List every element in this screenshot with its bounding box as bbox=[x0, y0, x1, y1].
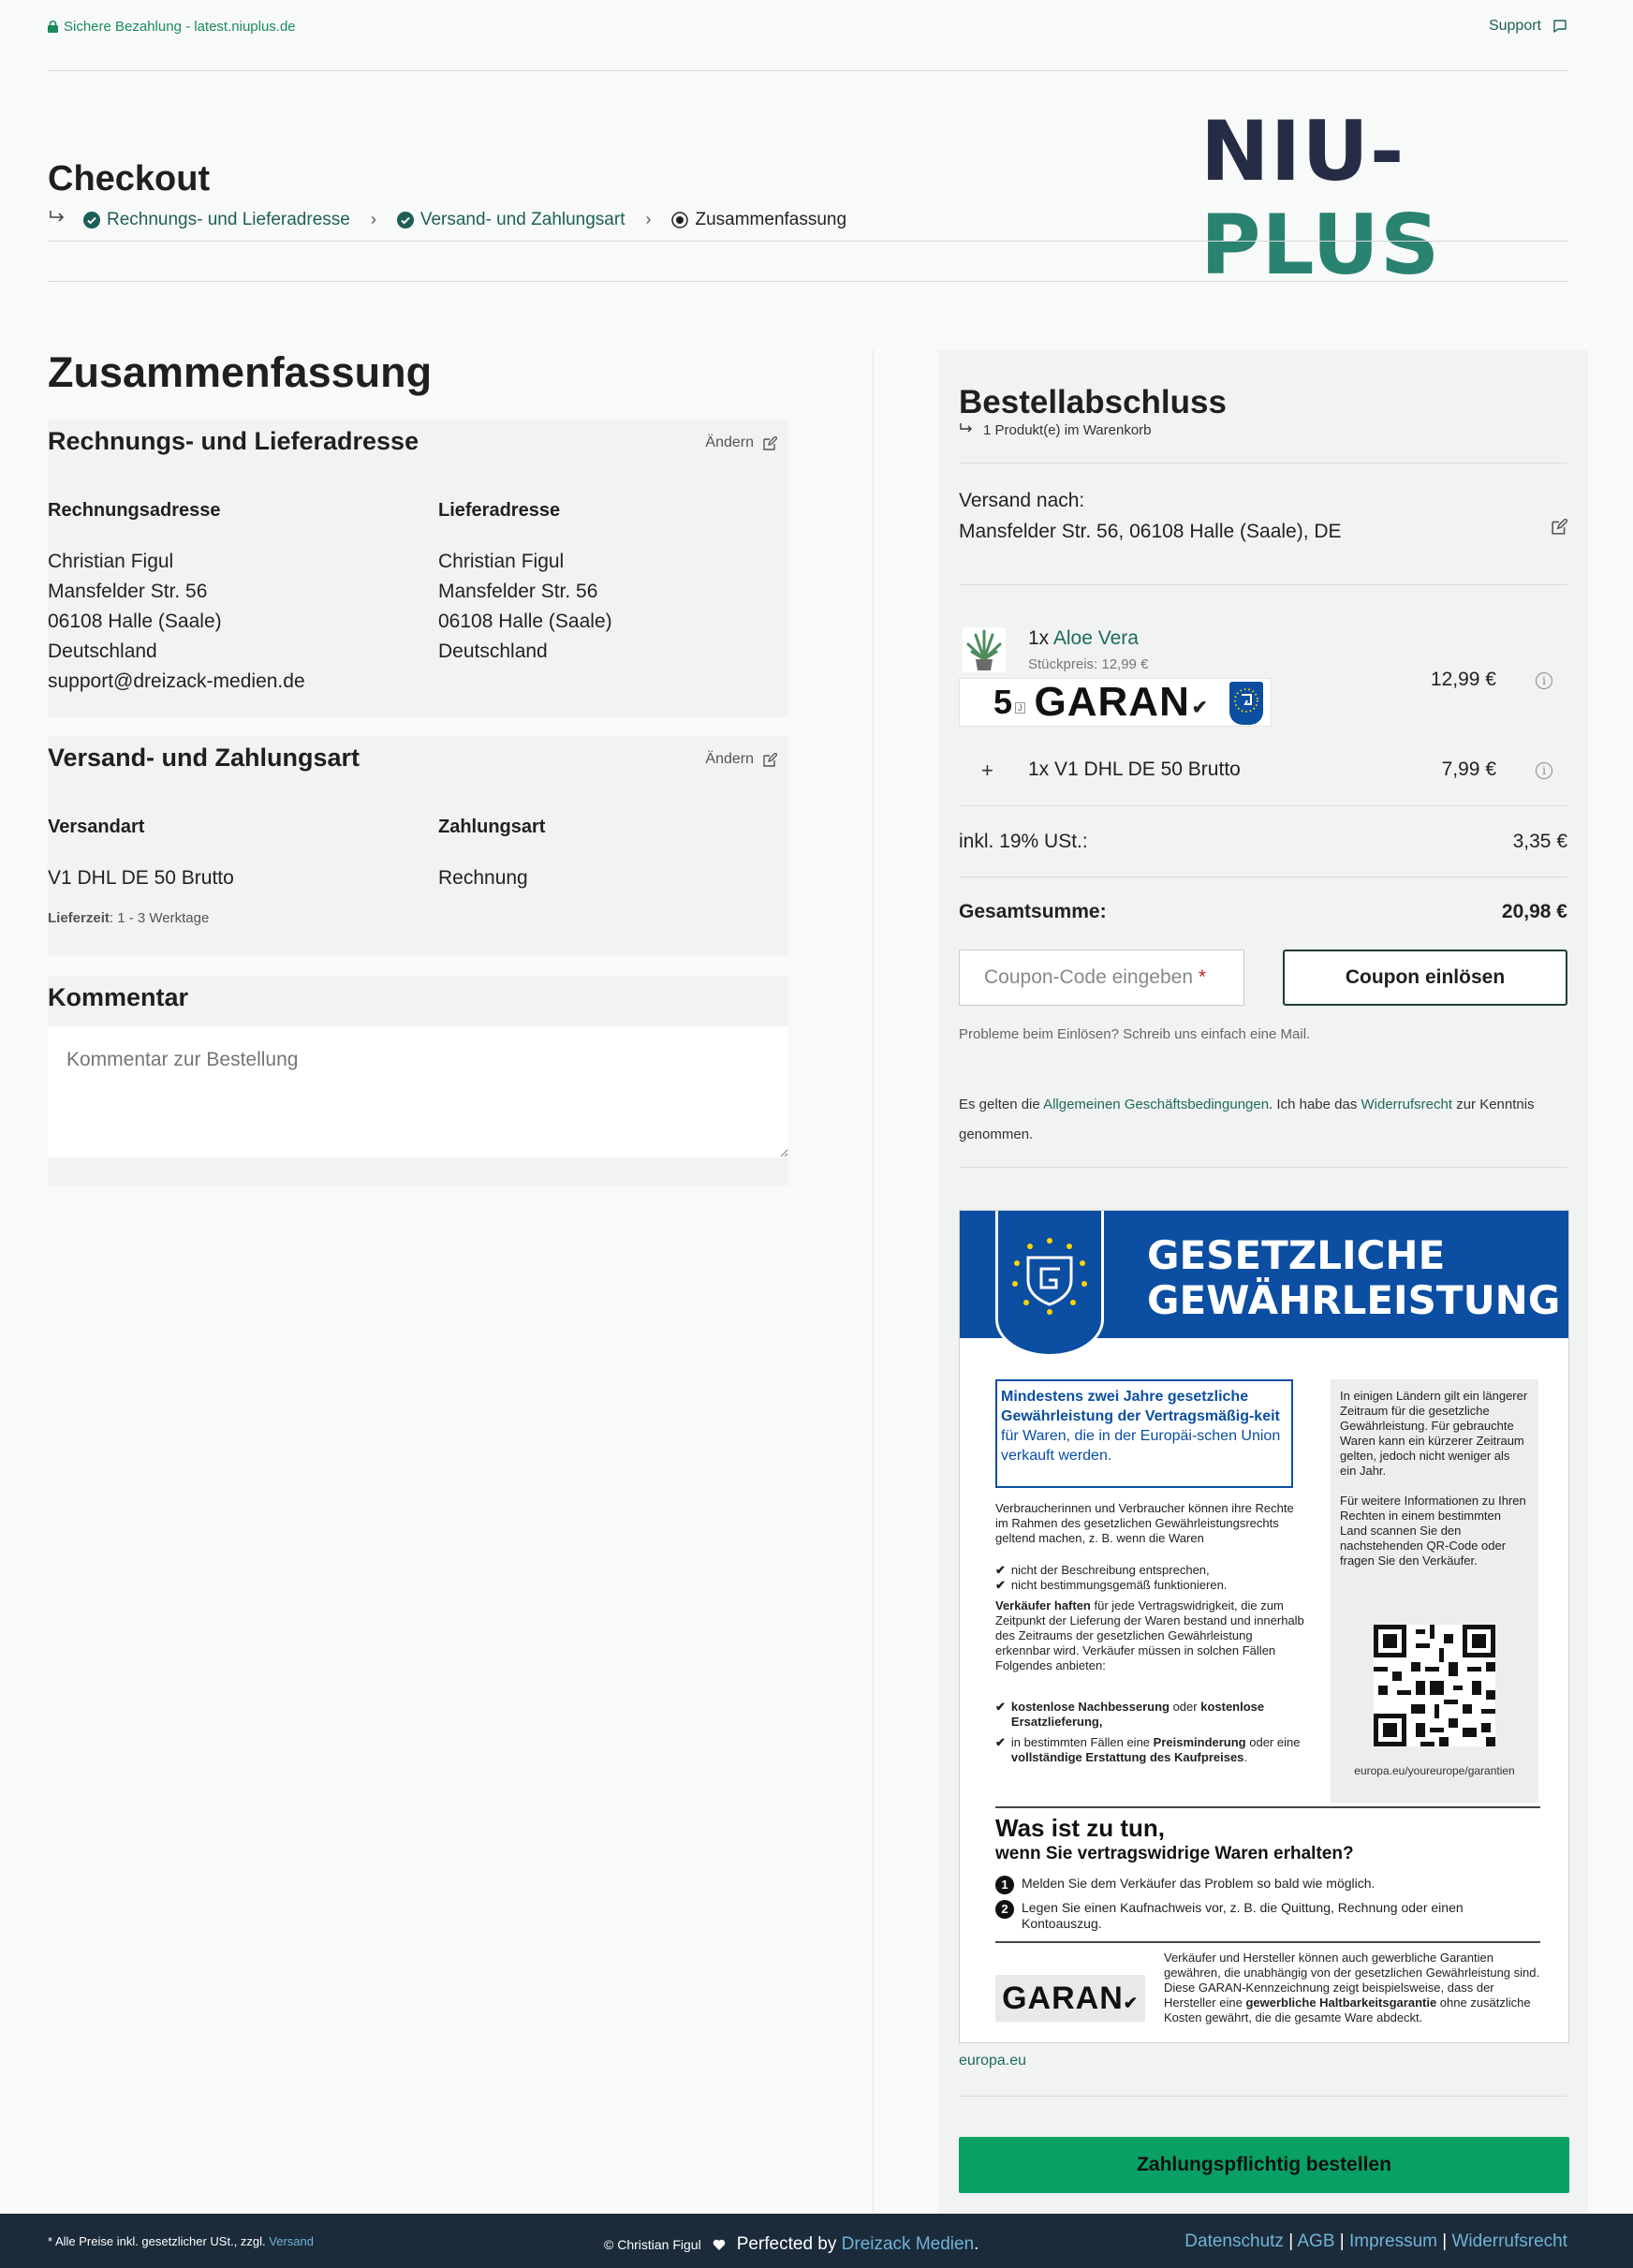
europa-link[interactable]: europa.eu bbox=[959, 2053, 1027, 2069]
check-icon: ✔ bbox=[995, 1563, 1006, 1577]
garan-text-pre: Verkäufer und Hersteller können auch gewerbliche Garantien gewähren, die unabhängig von der gesetzlichen Gewährleistung sind. Diese GARAN-Kennzeichnung zeigt beispielsweise, dass der Hersteller eine bbox=[1164, 1951, 1540, 2010]
poster-intro: Verbraucherinnen und Verbraucher können ihre Rechte im Rahmen des gesetzlichen Gewährleistungsrechts geltend machen, z. B. wenn die Waren bbox=[995, 1501, 1294, 1545]
copyright: © Christian Figul bbox=[604, 2237, 701, 2252]
coupon-input[interactable] bbox=[959, 950, 1244, 1006]
heart-icon bbox=[713, 2239, 726, 2251]
total-label: Gesamtsumme: bbox=[959, 901, 1107, 922]
divider bbox=[959, 805, 1567, 806]
check-icon: ✔ bbox=[1191, 697, 1208, 718]
divider bbox=[959, 463, 1567, 464]
link-separator: | bbox=[1283, 2231, 1298, 2251]
side-text-2: Für weitere Informationen zu Ihren Rechten in einem bestimmten Land scannen Sie den nachstehenden QR-Code oder fragen Sie den Verkäufer. bbox=[1340, 1494, 1526, 1568]
required-marker: * bbox=[1198, 966, 1207, 988]
order-title: Bestellabschluss bbox=[959, 384, 1227, 420]
ship-to-label: Versand nach: bbox=[959, 490, 1085, 511]
ship-to-address: Mansfelder Str. 56, 06108 Halle (Saale), DE bbox=[959, 521, 1342, 542]
step-shipping-payment[interactable] bbox=[397, 210, 625, 230]
vat-row bbox=[959, 831, 1567, 853]
edit-icon bbox=[763, 753, 777, 767]
return-arrow-icon bbox=[959, 422, 974, 435]
delivery-time-value: : 1 - 3 Werktage bbox=[109, 910, 210, 926]
eu-shield-icon bbox=[1229, 682, 1263, 725]
prices-note bbox=[48, 2234, 314, 2248]
shipping-payment-title: Versand- und Zahlungsart bbox=[48, 744, 360, 772]
comment-textarea[interactable] bbox=[48, 1026, 788, 1157]
shipping-street: Mansfelder Str. 56 bbox=[438, 581, 598, 602]
what-to-do-title: Was ist zu tun, bbox=[995, 1814, 1166, 1842]
secure-payment-label: Sichere Bezahlung - latest.niuplus.de bbox=[64, 19, 296, 35]
step-1-text: Melden Sie dem Verkäufer das Problem so bald wie möglich. bbox=[1022, 1876, 1376, 1891]
link-separator: | bbox=[1436, 2231, 1452, 2251]
offer-2-bold-2: vollständige Erstattung des Kaufpreises bbox=[1010, 1750, 1244, 1764]
offer-1-bold-2: kostenlose Ersatzlieferung, bbox=[1010, 1700, 1265, 1729]
secure-payment-note bbox=[48, 19, 296, 35]
seller-bold: Verkäufer haften bbox=[995, 1598, 1091, 1613]
side-text-1: In einigen Ländern gilt ein längerer Zeitraum für die gesetzliche Gewährleistung. Für gebrauchte Waren kann ein kürzerer Zeitraum gelten, jedoch nicht weniger als ein Jahr. bbox=[1340, 1389, 1528, 1478]
poster-checks bbox=[995, 1563, 1304, 1593]
step-summary bbox=[671, 210, 846, 230]
perfected-by-label: Perfected by bbox=[736, 2234, 842, 2254]
radio-dot-icon bbox=[671, 212, 688, 228]
total-row bbox=[959, 901, 1567, 923]
badge-years: 5 bbox=[993, 683, 1013, 721]
support-label: Support bbox=[1488, 18, 1541, 34]
offer-2-bold-1: Preisminderung bbox=[1153, 1735, 1246, 1749]
product-unit-price: Stückpreis: 12,99 € bbox=[1028, 656, 1149, 672]
step-2-text: Legen Sie einen Kaufnachweis vor, z. B. die Quittung, Rechnung oder einen Kontoauszug. bbox=[1022, 1900, 1464, 1931]
chevron-right-icon: › bbox=[370, 210, 376, 228]
chat-icon bbox=[1552, 19, 1567, 34]
check-icon: ✔ bbox=[995, 1735, 1006, 1749]
garan-text bbox=[1164, 1951, 1548, 2025]
garan-badge bbox=[959, 678, 1272, 727]
shipping-method: V1 DHL DE 50 Brutto bbox=[48, 867, 234, 889]
divider bbox=[959, 1167, 1567, 1168]
shipping-address-heading: Lieferadresse bbox=[438, 500, 561, 521]
coupon-placeholder: Coupon-Code eingeben bbox=[984, 966, 1194, 988]
place-order-button[interactable]: Zahlungspflichtig bestellen bbox=[959, 2137, 1569, 2193]
shipping-line-label: 1x V1 DHL DE 50 Brutto bbox=[1028, 758, 1241, 780]
order-summary-panel bbox=[938, 350, 1588, 2214]
billing-email: support@dreizack-medien.de bbox=[48, 670, 305, 692]
terms-part-1: Es gelten die bbox=[959, 1097, 1044, 1112]
highlight-bold: Mindestens zwei Jahre gesetzliche Gewährleistung der Vertragsmäßig-keit bbox=[1001, 1389, 1280, 1424]
comment-field-wrapper bbox=[48, 1026, 788, 1157]
warranty-poster bbox=[959, 1210, 1569, 2043]
offer-1-bold-1: kostenlose Nachbesserung bbox=[1010, 1700, 1170, 1714]
privacy-link[interactable]: Datenschutz bbox=[1184, 2231, 1284, 2251]
seller-rest: für jede Vertragswidrigkeit, die zum Zeitpunkt der Lieferung der Waren bestand und innerhalb des Zeitraums der gesetzlichen Gewährleistung erkennbar wird. Verkäufer müssen in solchen Fällen Folgendes anbieten: bbox=[995, 1598, 1304, 1672]
address-panel-title: Rechnungs- und Lieferadresse bbox=[48, 427, 419, 455]
garan-logo bbox=[995, 1975, 1145, 2022]
edit-icon bbox=[763, 436, 777, 450]
footer bbox=[0, 2214, 1633, 2268]
divider bbox=[959, 876, 1567, 877]
edit-icon[interactable] bbox=[1552, 519, 1567, 535]
top-bar bbox=[48, 0, 1567, 71]
prices-note-text: * Alle Preise inkl. gesetzlicher USt., zzgl. bbox=[48, 2234, 270, 2248]
garan-text-bold: gewerbliche Haltbarkeitsgarantie bbox=[1245, 1996, 1437, 2010]
agency-link[interactable]: Dreizack Medien bbox=[841, 2234, 975, 2254]
poster-rule bbox=[995, 1941, 1540, 1943]
badge-brand: GARAN bbox=[1034, 679, 1190, 725]
poster-rule bbox=[995, 1806, 1540, 1808]
step-1 bbox=[995, 1876, 1520, 1894]
poster-heading-line-2: GEWÄHRLEISTUNG bbox=[1147, 1277, 1561, 1323]
footer-credits bbox=[604, 2234, 978, 2255]
terms-part-3: zur Kenntnis genommen. bbox=[959, 1097, 1535, 1142]
billing-country: Deutschland bbox=[48, 641, 157, 662]
logo-part-2: PLUS bbox=[1200, 197, 1441, 293]
garan-label: GARAN bbox=[1002, 1981, 1124, 2016]
step-summary-label: Zusammenfassung bbox=[695, 210, 847, 229]
highlight-rest: für Waren, die in der Europäi-schen Union verkauft werden. bbox=[1001, 1428, 1281, 1464]
step-1-number: 1 bbox=[995, 1876, 1014, 1894]
payment-method: Rechnung bbox=[438, 867, 528, 889]
billing-street: Mansfelder Str. 56 bbox=[48, 581, 208, 602]
brand-logo[interactable] bbox=[1200, 105, 1633, 292]
step-address[interactable] bbox=[83, 210, 350, 230]
offer-2-end: . bbox=[1243, 1750, 1248, 1764]
check-icon: ✔ bbox=[995, 1578, 1006, 1592]
column-divider bbox=[873, 350, 874, 2212]
shipping-payment-panel bbox=[48, 736, 788, 955]
edit-address-button[interactable] bbox=[705, 434, 777, 451]
terms-text bbox=[959, 1090, 1567, 1150]
check-circle-icon bbox=[83, 212, 100, 228]
poster-offers bbox=[995, 1700, 1304, 1765]
redeem-coupon-button[interactable]: Coupon einlösen bbox=[1283, 950, 1567, 1006]
comment-title: Kommentar bbox=[48, 983, 189, 1011]
cart-count-label: 1 Produkt(e) im Warenkorb bbox=[983, 422, 1152, 438]
step-shipping-label: Versand- und Zahlungsart bbox=[419, 210, 625, 229]
check-icon: ✔ bbox=[1123, 1994, 1139, 2012]
divider bbox=[48, 281, 1567, 282]
check-1: nicht der Beschreibung entsprechen, bbox=[1010, 1563, 1210, 1577]
step-address-label: Rechnungs- und Lieferadresse bbox=[107, 210, 350, 229]
divider bbox=[959, 584, 1567, 585]
support-link[interactable] bbox=[1489, 18, 1567, 35]
cart-count bbox=[959, 422, 1567, 438]
logo-part-1: NIU- bbox=[1200, 103, 1405, 199]
edit-address-label: Ändern bbox=[705, 434, 754, 450]
qr-url: europa.eu/youreurope/garantien bbox=[1354, 1764, 1515, 1777]
vat-label: inkl. 19% USt.: bbox=[959, 831, 1088, 852]
agb-link[interactable]: Allgemeinen Geschäftsbedingungen bbox=[1043, 1097, 1270, 1112]
perfected-by bbox=[737, 2234, 979, 2255]
poster-seller-text bbox=[995, 1598, 1304, 1673]
billing-address bbox=[48, 547, 305, 697]
product-price: 12,99 € bbox=[1430, 669, 1496, 690]
billing-name: Christian Figul bbox=[48, 551, 174, 572]
lock-icon bbox=[48, 21, 58, 33]
shipping-method-heading: Versandart bbox=[48, 817, 145, 837]
total-value: 20,98 € bbox=[1501, 901, 1567, 922]
edit-shipping-label: Ändern bbox=[705, 751, 754, 767]
garan-text-post: ohne zusätzliche Kosten gewährt, die die gesamte Ware abdeckt. bbox=[1164, 1996, 1531, 2025]
return-arrow-icon bbox=[48, 210, 66, 229]
check-2: nicht bestimmungsgemäß funktionieren. bbox=[1010, 1578, 1228, 1592]
info-icon[interactable]: i bbox=[1536, 672, 1552, 689]
poster-heading-line-1: GESETZLICHE bbox=[1147, 1232, 1446, 1278]
checkout-title: Checkout bbox=[48, 159, 211, 199]
badge-unit: J bbox=[1015, 702, 1025, 714]
eu-shield-icon bbox=[995, 1211, 1104, 1357]
withdrawal-footer-link[interactable]: Widerrufsrecht bbox=[1451, 2231, 1567, 2251]
product-qty: 1x bbox=[1028, 627, 1050, 649]
step-2 bbox=[995, 1900, 1520, 1932]
shipping-name: Christian Figul bbox=[438, 551, 565, 572]
chevron-right-icon: › bbox=[645, 210, 652, 228]
offer-2-mid: oder eine bbox=[1245, 1735, 1301, 1749]
divider bbox=[959, 2096, 1567, 2097]
shipping-country: Deutschland bbox=[438, 641, 548, 662]
imprint-link[interactable]: Impressum bbox=[1349, 2231, 1437, 2251]
checkout-steps bbox=[48, 210, 1567, 242]
shipping-line-price: 7,99 € bbox=[1441, 758, 1496, 780]
ship-to bbox=[959, 485, 1567, 547]
summary-title: Zusammenfassung bbox=[48, 348, 433, 396]
check-circle-icon bbox=[397, 212, 414, 228]
withdrawal-link[interactable]: Widerrufsrecht bbox=[1361, 1097, 1453, 1112]
check-icon: ✔ bbox=[995, 1700, 1006, 1714]
offer-1-mid: oder bbox=[1169, 1700, 1201, 1714]
shipping-address bbox=[438, 547, 612, 667]
what-to-do-subtitle: wenn Sie vertragswidrige Waren erhalten? bbox=[995, 1844, 1354, 1863]
step-2-number: 2 bbox=[995, 1900, 1014, 1919]
product-title bbox=[1028, 627, 1139, 650]
product-image[interactable] bbox=[963, 627, 1006, 672]
qr-code-icon bbox=[1374, 1625, 1495, 1746]
plus-icon: + bbox=[981, 758, 993, 782]
info-icon[interactable]: i bbox=[1536, 762, 1552, 779]
vat-value: 3,35 € bbox=[1512, 831, 1567, 852]
address-panel bbox=[48, 420, 788, 717]
link-separator: | bbox=[1334, 2231, 1349, 2251]
poster-side-box bbox=[1331, 1379, 1538, 1803]
delivery-time-label: Lieferzeit bbox=[48, 910, 110, 926]
perfected-by-end: . bbox=[974, 2234, 979, 2254]
poster-heading bbox=[1147, 1233, 1560, 1323]
payment-method-heading: Zahlungsart bbox=[438, 817, 546, 837]
footer-links bbox=[1184, 2231, 1567, 2252]
product-link[interactable]: Aloe Vera bbox=[1052, 627, 1139, 649]
billing-heading: Rechnungsadresse bbox=[48, 500, 221, 521]
edit-shipping-button[interactable] bbox=[705, 751, 777, 768]
shipping-costs-link[interactable]: Versand bbox=[269, 2234, 314, 2248]
delivery-time bbox=[48, 910, 209, 927]
billing-city: 06108 Halle (Saale) bbox=[48, 611, 222, 632]
offer-2-pre: in bestimmten Fällen eine bbox=[1010, 1735, 1154, 1749]
poster-highlight-box bbox=[995, 1379, 1293, 1488]
agb-footer-link[interactable]: AGB bbox=[1297, 2231, 1335, 2251]
shipping-city: 06108 Halle (Saale) bbox=[438, 611, 612, 632]
coupon-help-text: Probleme beim Einlösen? Schreib uns einfach eine Mail. bbox=[959, 1026, 1311, 1042]
terms-part-2: . Ich habe das bbox=[1269, 1097, 1361, 1112]
